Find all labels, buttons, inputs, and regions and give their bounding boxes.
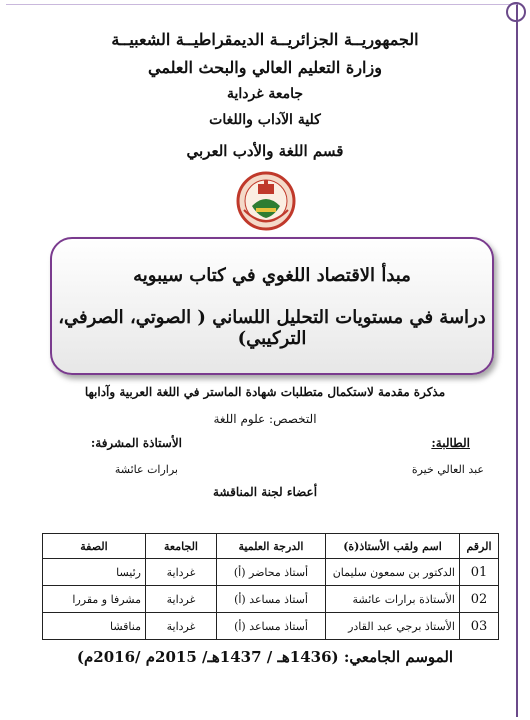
- university-emblem-icon: [236, 170, 296, 232]
- department-line: قسم اللغة والأدب العربي: [186, 142, 344, 160]
- member-university: غرداية: [146, 613, 217, 640]
- thesis-title: مبدأ الاقتصاد اللغوي في كتاب سيبويه: [133, 265, 411, 286]
- col-header-role: الصفة: [43, 534, 146, 559]
- thesis-subtitle: دراسة في مستويات التحليل اللساني ( الصوتي، الصرفي، التركيبي): [58, 307, 486, 349]
- student-name: عبد العالي خيرة: [411, 463, 484, 476]
- committee-title: أعضاء لجنة المناقشة: [212, 485, 318, 499]
- university-line: جامعة غرداية: [226, 86, 304, 102]
- student-label: الطالبة:: [431, 436, 470, 450]
- member-role: مشرفا و مقررا: [43, 586, 146, 613]
- supervisor-label: الأستاذة المشرفة:: [90, 436, 182, 450]
- col-header-number: الرقم: [460, 534, 499, 559]
- member-name: الدكتور بن سمعون سليمان: [326, 559, 460, 586]
- member-university: غرداية: [146, 586, 217, 613]
- supervisor-name: برارات عائشة: [114, 463, 178, 476]
- memo-statement: مذكرة مقدمة لاستكمال متطلبات شهادة الماستر في اللغة العربية وآدابها: [84, 385, 446, 399]
- table-row: [43, 613, 499, 640]
- col-header-university: الجامعة: [146, 534, 217, 559]
- member-role: رئيسا: [43, 559, 146, 586]
- academic-year: الموسم الجامعي: (1436هـ / 1437هـ/ 2015م /2016م): [76, 648, 454, 666]
- jury-table-header: [43, 534, 499, 559]
- member-name: الأستاذ برجي عبد القادر: [326, 613, 460, 640]
- col-header-name: اسم ولقب الأستاذ(ة): [326, 534, 460, 559]
- republic-line: الجمهوريــة الجزائريــة الديمقراطيــة الشعبيــة: [111, 30, 419, 49]
- col-header-rank: الدرجة العلمية: [217, 534, 326, 559]
- row-number: 01: [460, 559, 499, 586]
- row-number: 02: [460, 586, 499, 613]
- faculty-line: كلية الآداب واللغات: [209, 112, 321, 128]
- member-university: غرداية: [146, 559, 217, 586]
- table-row: [43, 586, 499, 613]
- jury-table: [42, 533, 499, 640]
- table-row: [43, 559, 499, 586]
- member-name: الأستاذة برارات عائشة: [326, 586, 460, 613]
- specialization: التخصص: علوم اللغة: [213, 412, 317, 426]
- member-rank: أستاذ مساعد (أ): [217, 613, 326, 640]
- ministry-line: وزارة التعليم العالي والبحث العلمي: [148, 58, 382, 77]
- corner-ornament-icon: [506, 2, 526, 22]
- member-rank: أستاذ محاضر (أ): [217, 559, 326, 586]
- member-rank: أستاذ مساعد (أ): [217, 586, 326, 613]
- row-number: 03: [460, 613, 499, 640]
- thesis-title-box: [50, 237, 494, 375]
- member-role: مناقشا: [43, 613, 146, 640]
